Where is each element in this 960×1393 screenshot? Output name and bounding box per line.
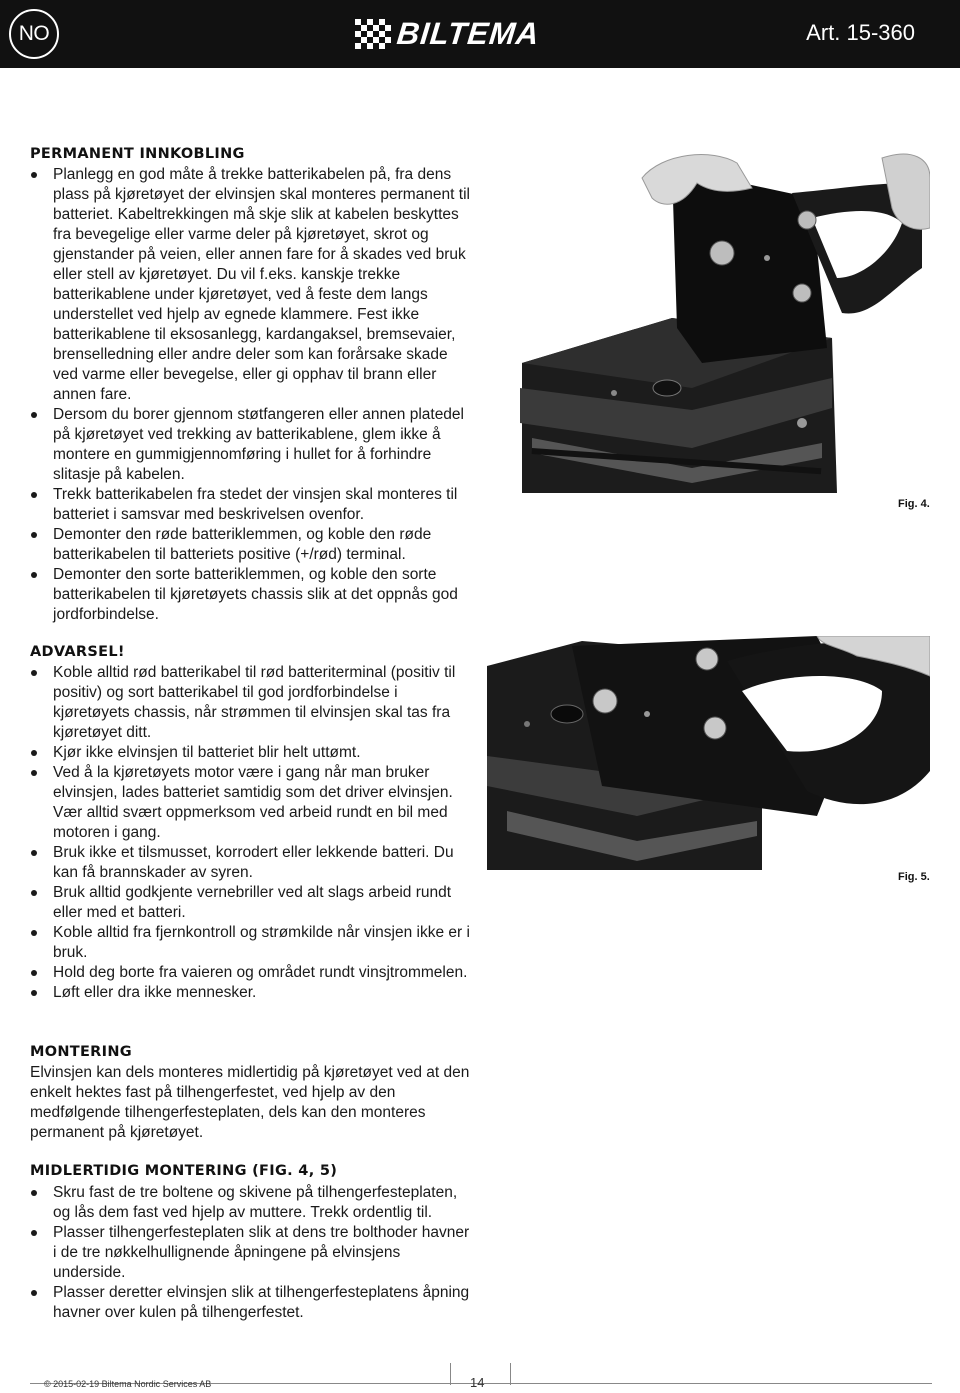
figure-4-photo [492,148,930,493]
list-item: Bruk alltid godkjente vernebriller ved alt slags arbeid rundt eller med et batteri. [30,883,470,923]
list-item: Koble alltid fra fjernkontroll og strømkilde når vinsjen ikke er i bruk. [30,923,470,963]
list-item: Trekk batterikabelen fra stedet der vinsjen skal monteres til batteriet i samsvar med beskrivelsen ovenfor. [30,485,475,525]
list-item: Planlegg en god måte å trekke batterikabelen på, fra dens plass på kjøretøyet der elvinsjen skal monteres permanent til batteriet. Kabeltrekkingen må skje slik at kabelen beskyttes fra bevegelige eller varme deler på kjøretøyet, skrot og gjenstander på veien, eller annen fare for å skades ved bruk eller stell av kjøretøyet. Du vil f.eks. kanskje trekke batterikablene under kjøretøyet, ved å feste dem langs understellet ved hjelp av egnede klammere. Fest ikke batterikablene til eksosanlegg, kardangaksel, bremsevaier, brenselledning eller andre deler som kan forårsake skade ved varme eller bevegelse, eller gi opphav til brann eller annen fare. [30,165,475,405]
footer-divider [510,1363,511,1385]
footer-divider [450,1363,451,1385]
checkered-flag-icon [355,19,391,49]
list-item: Kjør ikke elvinsjen til batteriet blir helt uttømt. [30,743,470,763]
list-item: Demonter den røde batteriklemmen, og koble den røde batterikabelen til batteriets positive (+/rød) terminal. [30,525,475,565]
brand-name: BILTEMA [395,16,542,51]
brand-logo [355,14,542,54]
figure-5-photo [487,636,930,870]
mounting-text: Elvinsjen kan dels monteres midlertidig på kjøretøyet ved at den enkelt hektes fast på tilhengerfestet, ved hjelp av den medfølgende tilhengerfesteplaten, dels kan den monteres permanent på kjøretøyet. [30,1064,470,1141]
language-badge: NO [9,9,59,59]
section-title-permanent: PERMANENT INNKOBLING [30,146,245,162]
section-title-temporary: MIDLERTIDIG MONTERING (FIG. 4, 5) [30,1163,338,1179]
section-title-warning: ADVARSEL! [30,644,125,660]
list-item: Skru fast de tre boltene og skivene på tilhengerfesteplaten, og lås dem fast ved hjelp av muttere. Trekk ordentlig til. [30,1183,475,1223]
list-item: Ved å la kjøretøyets motor være i gang når man bruker elvinsjen, lades batteriet samtidig som det driver elvinsjen. Vær alltid svært oppmerksom ved arbeid rundt en bil med motoren i gang. [30,763,470,843]
figure-4-label: Fig. 4. [898,498,930,510]
list-item: Dersom du borer gjennom støtfangeren eller annen platedel på kjøretøyet ved trekking av batterikablene, glem ikke å montere en gummigjennomføring i hullet for å forhindre slitasje på kabelen. [30,405,475,485]
list-item: Bruk ikke et tilsmusset, korrodert eller lekkende batteri. Du kan få brannskader av syren. [30,843,470,883]
list-item: Plasser deretter elvinsjen slik at tilhengerfesteplatens åpning havner over kulen på tilhengerfestet. [30,1283,475,1323]
list-item: Demonter den sorte batteriklemmen, og koble den sorte batterikabelen til kjøretøyets chassis slik at det oppnås god jordforbindelse. [30,565,475,625]
permanent-list [30,165,475,625]
copyright-notice: © 2015-02-19 Biltema Nordic Services AB [44,1379,212,1389]
warning-list [30,663,470,1003]
winch-plate-illustration [492,148,930,493]
figure-5-label: Fig. 5. [898,871,930,883]
page-header [0,0,960,68]
list-item: Hold deg borte fra vaieren og området rundt vinsjtrommelen. [30,963,470,983]
winch-plate-mounted-illustration [487,636,930,870]
section-title-mounting: MONTERING [30,1044,132,1060]
page-number: 14 [470,1375,485,1390]
temporary-list [30,1183,475,1323]
list-item: Løft eller dra ikke mennesker. [30,983,470,1003]
list-item: Koble alltid rød batterikabel til rød batteriterminal (positiv til positiv) og sort batterikabel til god jordforbindelse i kjøretøyets chassis, når strømmen til elvinsjen skal tas fra kjøretøyet ditt. [30,663,470,743]
article-number: Art. 15-360 [806,20,915,45]
list-item: Plasser tilhengerfesteplaten slik at dens tre bolthoder havner i de tre nøkkelhullignende åpningene på elvinsjens underside. [30,1223,475,1283]
